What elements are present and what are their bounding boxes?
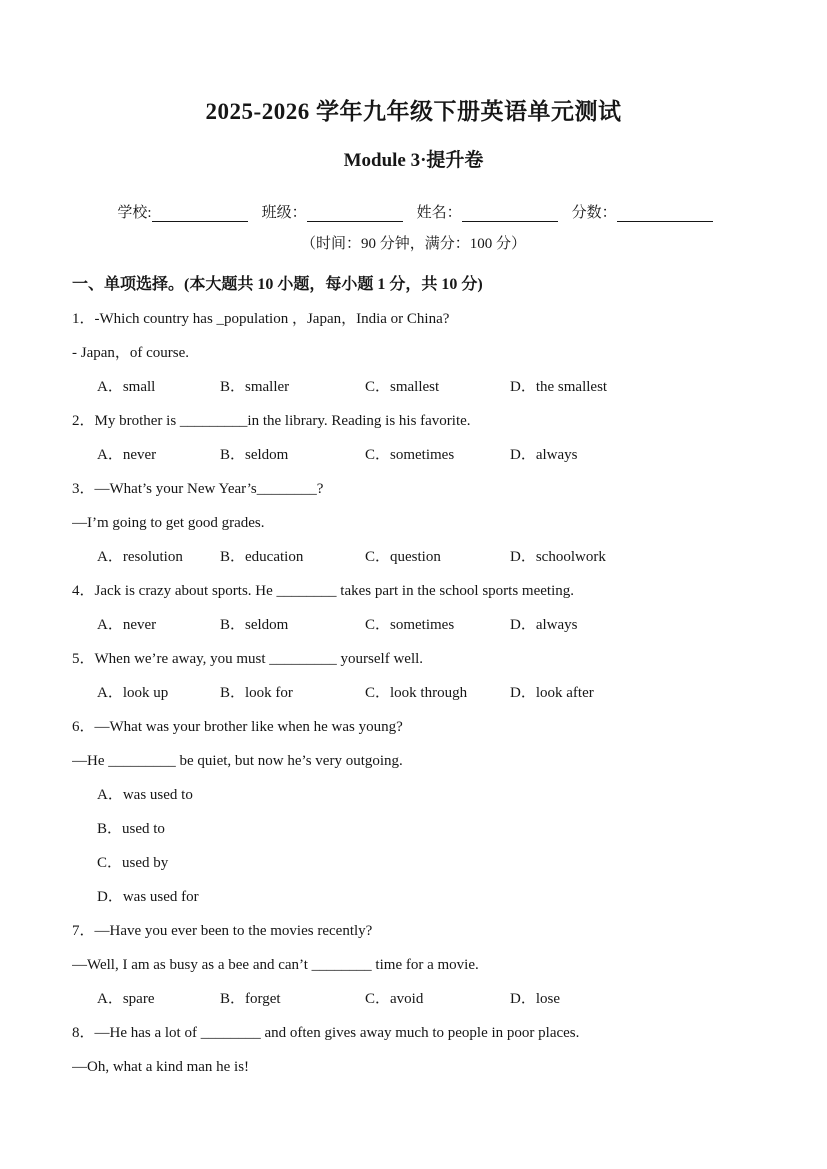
question-5 [72, 642, 767, 710]
option-item: A．resolution [97, 549, 183, 565]
option-item: B．used to [97, 821, 165, 837]
fill-in-blank [617, 203, 713, 222]
option-item: D．lose [510, 991, 560, 1007]
option-row [97, 982, 767, 1016]
option-item: C．used by [97, 855, 169, 871]
option-item: B．smaller [220, 379, 290, 395]
option-item: A．never [97, 617, 157, 633]
option-row [97, 540, 767, 574]
info-field-label: 分数： [571, 205, 617, 221]
question-line: —Well, I am as busy as a bee and can’t ________ time for a movie. [72, 957, 479, 973]
question-4 [72, 574, 767, 642]
option-item: C．smallest [365, 379, 440, 395]
option-item: D．always [510, 617, 578, 633]
question-6 [72, 710, 767, 914]
option-item: D．the smallest [510, 379, 608, 395]
question-line: —He _________ be quiet, but now he’s very outgoing. [72, 753, 403, 769]
option-item: C．avoid [365, 991, 424, 1007]
question-line: 5．When we’re away, you must _________ yourself well. [72, 651, 424, 667]
page-subtitle: Module 3·提升卷 [343, 150, 484, 171]
option-item: B．look for [220, 685, 293, 701]
option-item: D．was used for [97, 889, 199, 905]
option-item: B．seldom [220, 617, 289, 633]
option-item: B．education [220, 549, 304, 565]
question-1 [72, 302, 767, 404]
info-field-3 [572, 201, 713, 222]
option-row [97, 438, 767, 472]
option-item: A．look up [97, 685, 169, 701]
option-item: D．schoolwork [510, 549, 606, 565]
info-field-1 [262, 201, 403, 222]
option-item: A．small [97, 379, 156, 395]
info-field-label: 班级： [261, 205, 307, 221]
question-8 [72, 1016, 767, 1084]
option-row [97, 676, 767, 710]
page-title: 2025-2026 学年九年级下册英语单元测试 [205, 99, 622, 124]
option-item: C．sometimes [365, 617, 455, 633]
option-item: B．seldom [220, 447, 289, 463]
fill-in-blank [152, 203, 248, 222]
question-line: 2．My brother is _________in the library. Reading is his favorite. [72, 413, 471, 429]
option-row [97, 370, 767, 404]
info-field-0 [117, 201, 247, 222]
question-line: 1．-Which country has _population ，Japan，India or China? [72, 311, 450, 327]
option-item: A．was used to [97, 787, 193, 803]
fill-in-blank [462, 203, 558, 222]
question-line: 4．Jack is crazy about sports. He ________ takes part in the school sports meeting. [72, 583, 574, 599]
question-line: 3．—What’s your New Year’s________? [72, 481, 324, 497]
info-field-label: 学校: [117, 205, 152, 221]
question-line: 7．—Have you ever been to the movies recently? [72, 923, 373, 939]
question-line: 8．—He has a lot of ________ and often gives away much to people in poor places. [72, 1025, 580, 1041]
info-field-label: 姓名： [416, 205, 462, 221]
question-7 [72, 914, 767, 1016]
option-item: C．sometimes [365, 447, 455, 463]
option-item: D．look after [510, 685, 594, 701]
time-limit-line: （时间：90 分钟，满分：100 分） [300, 236, 526, 252]
question-list [72, 302, 767, 1084]
option-item: D．always [510, 447, 578, 463]
question-line: - Japan，of course. [72, 345, 190, 361]
option-item: C．question [365, 549, 441, 565]
option-item: A．never [97, 447, 157, 463]
question-line: —Oh, what a kind man he is! [72, 1059, 250, 1075]
info-line [63, 192, 767, 222]
fill-in-blank [307, 203, 403, 222]
info-field-2 [417, 201, 558, 222]
option-item: C．look through [365, 685, 468, 701]
question-line: 6．—What was your brother like when he was young? [72, 719, 403, 735]
section-heading: 一、单项选择。(本大题共 10 小题，每小题 1 分，共 10 分) [72, 276, 483, 293]
question-3 [72, 472, 767, 574]
question-line: —I’m going to get good grades. [72, 515, 265, 531]
option-row [97, 608, 767, 642]
question-2 [72, 404, 767, 472]
option-item: A．spare [97, 991, 155, 1007]
option-item: B．forget [220, 991, 281, 1007]
